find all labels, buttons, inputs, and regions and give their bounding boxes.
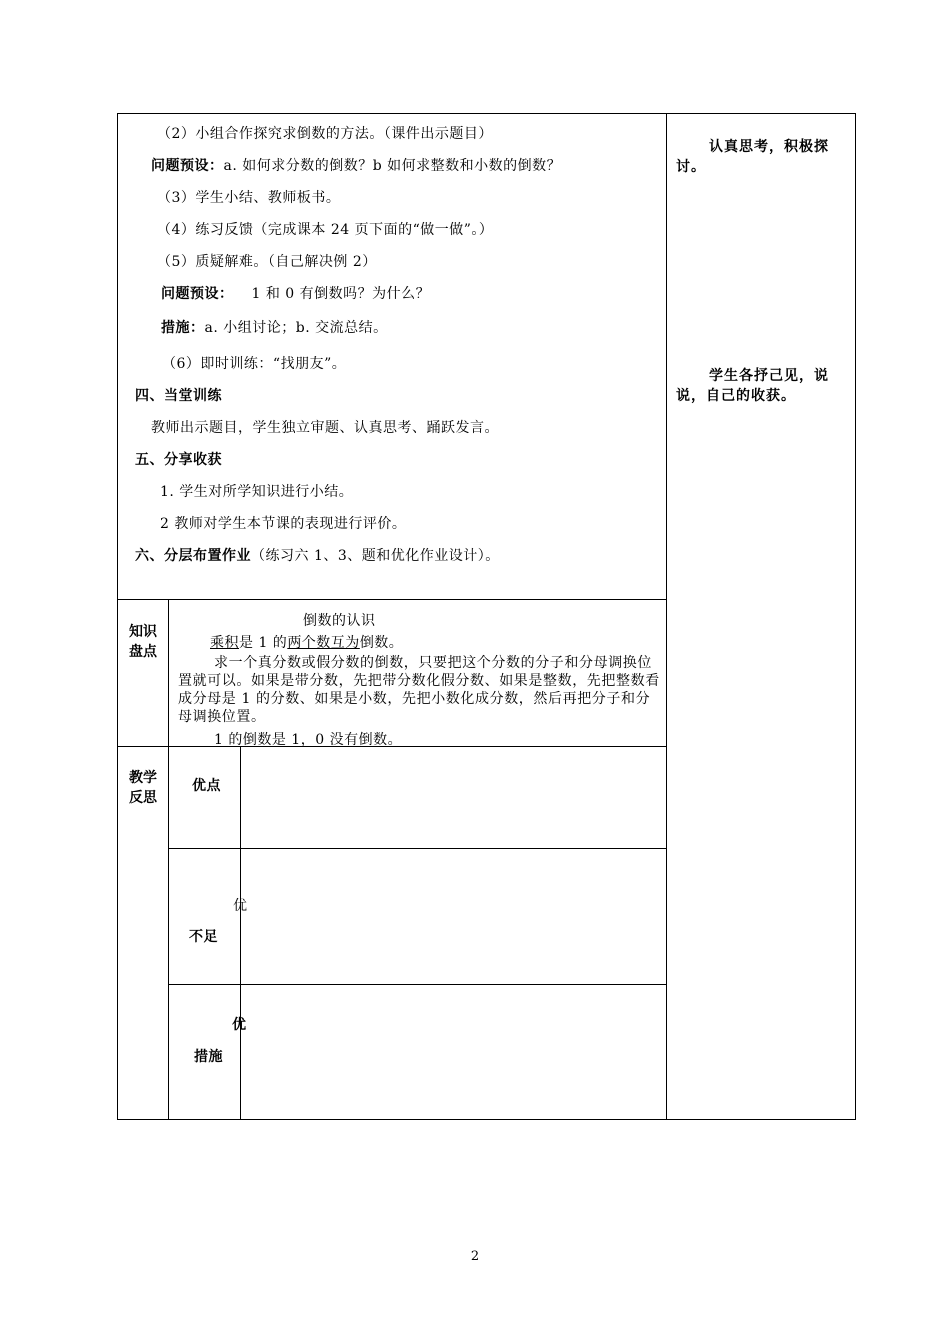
step-5-text: （5）质疑解难。（自己解决例 2） [157,254,377,270]
measures-label: 措施： [161,320,205,336]
knowledge-row-top [117,599,667,600]
definition-underlined: 两个数互为 [287,635,360,651]
section-6-text: （练习六 1、3、题和优化作业设计）。 [251,548,500,564]
table-left-border [117,113,118,1120]
preset-label: 问题预设： [161,286,234,302]
zero-one-rule: 1 的倒数是 1，0 没有倒数。 [214,732,403,748]
page-number: 2 [470,1249,480,1264]
definition-prefix: 乘积 [210,635,239,651]
step-6-text: （6）即时训练：“找朋友”。 [162,356,347,372]
preset-row-1 [151,157,561,175]
table-bottom-border [117,1119,856,1120]
measures-row [161,319,388,337]
definition-suffix: 倒数。 [359,635,404,651]
reflection-inner-divider [240,746,241,1120]
section-6-heading: 六、分层布置作业 [135,548,251,564]
step-4-text: （4）练习反馈（完成课本 24 页下面的“做一做”。） [157,222,494,238]
section-4-text: 教师出示题目，学生独立审题、认真思考、踊跃发言。 [151,420,499,436]
table-top-border [117,113,856,114]
section-6-row [135,547,500,565]
shortcomings-label: 不足 [189,929,218,945]
stray-char-1: 优 [233,898,248,914]
step-2-text: （2）小组合作探究求倒数的方法。（课件出示题目） [157,126,493,142]
knowledge-title: 倒数的认识 [303,613,376,629]
student-note-2: 学生各抒己见，说说，自己的收获。 [676,368,829,404]
summary-item-2: 2 教师对学生本节课的表现进行评价。 [160,516,407,532]
preset-label: 问题预设： [151,158,224,174]
step-3-text: （3）学生小结、教师板书。 [157,190,341,206]
student-note-1: 认真思考，积极探讨。 [676,139,829,175]
stray-char-2: 优 [232,1017,247,1033]
preset-question: 1 和 0 有倒数吗？为什么？ [251,286,431,302]
label-column-divider [168,599,169,1120]
advantages-label: 优点 [192,778,221,794]
measures-label: 措施 [194,1049,223,1065]
definition-mid: 是 1 的 [239,635,288,651]
right-column-divider [666,113,667,1120]
table-right-border [855,113,856,1120]
measures-text: a. 小组讨论；b. 交流总结。 [204,320,388,336]
definition-line [210,634,403,652]
section-5-heading: 五、分享收获 [135,452,222,468]
summary-item-1: 1. 学生对所学知识进行小结。 [160,484,354,500]
reflection-divider-1 [168,848,667,849]
reciprocal-method: 求一个真分数或假分数的倒数，只要把这个分数的分子和分母调换位置就可以。如果是带分数，先把带分数化假分数、如果是整数，先把整数看成分母是 1 的分数、如果是小数，先把小数化成分数，然后再把分子和分母调换位置。 [178,655,660,725]
knowledge-label: 知识盘点 [129,624,157,660]
section-4-heading: 四、当堂训练 [135,388,222,404]
preset-questions: a. 如何求分数的倒数？b 如何求整数和小数的倒数？ [223,158,562,174]
preset-row-2 [161,285,430,303]
reflection-divider-2 [168,984,667,985]
reflection-label: 教学反思 [129,770,157,806]
